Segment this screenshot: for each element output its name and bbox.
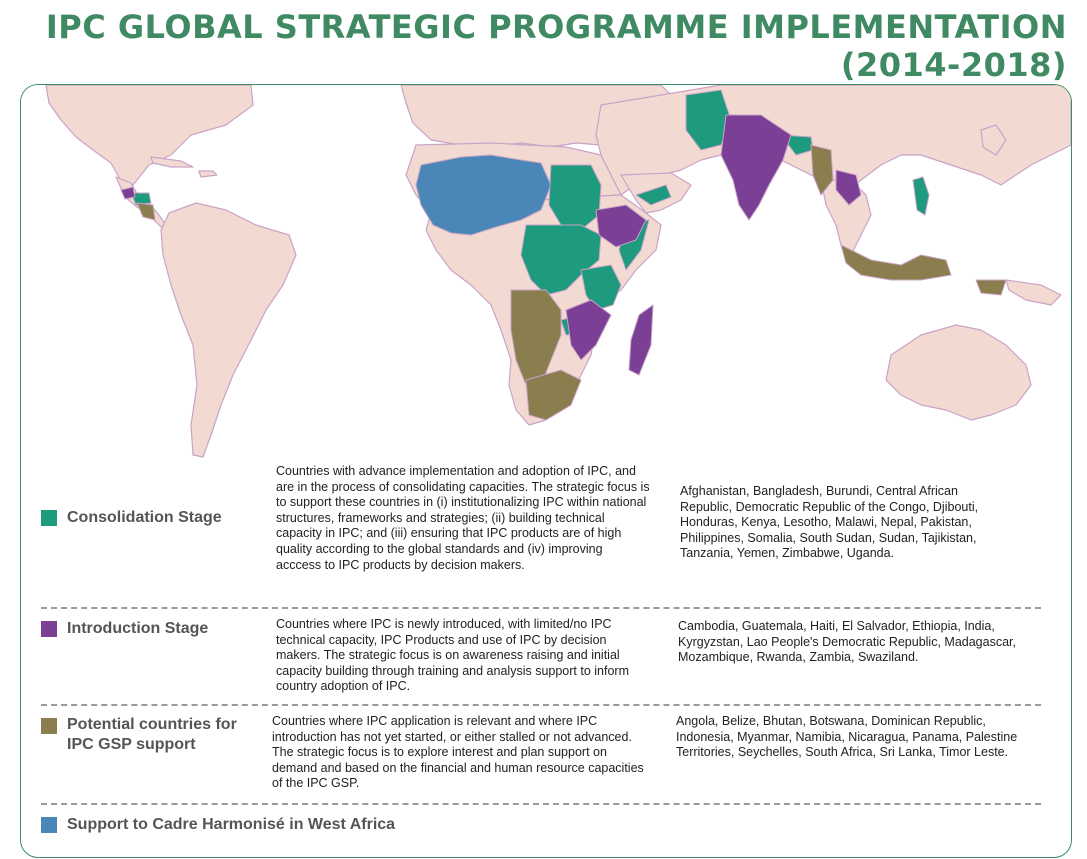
legend-divider-1 xyxy=(41,607,1041,609)
stage-countries-consolidation: Afghanistan, Bangladesh, Burundi, Central African Republic, Democratic Republic of the Congo, Djibouti, Honduras, Kenya, Lesotho, Malawi, Nepal, Pakistan, Philippines, Somalia, South Sudan, Sudan, Tajikistan, Tanzania, Yemen, Zimbabwe, Uganda. xyxy=(680,484,979,561)
stage-countries-introduction: Cambodia, Guatemala, Haiti, El Salvador, Ethiopia, India, Kyrgyzstan, Lao People's Democratic Republic, Madagascar, Mozambique, Rwanda, Zambia, Swaziland. xyxy=(678,619,1016,665)
map-frame xyxy=(20,84,1072,858)
region-timor xyxy=(976,280,1006,295)
stage-description-potential: Countries where IPC application is relevant and where IPC introduction has not yet started, or either stalled or not advanced. The strategic focus is to explore interest and plan support on demand and based on the financial and human resource capacities of the IPC GSP. xyxy=(272,714,644,791)
swatch-potential xyxy=(41,718,57,734)
legend-divider-2 xyxy=(41,704,1041,706)
stage-label-cadre: Support to Cadre Harmonisé in West Africa xyxy=(67,816,396,833)
legend-divider-3 xyxy=(41,803,1041,805)
stage-label-consolidation: Consolidation Stage xyxy=(67,509,222,526)
title-line-1: IPC GLOBAL STRATEGIC PROGRAMME IMPLEMENTATION xyxy=(45,8,1067,46)
stage-countries-potential: Angola, Belize, Bhutan, Botswana, Dominican Republic, Indonesia, Myanmar, Namibia, Nicaragua, Panama, Palestine Territories, Seychelles, South Africa, Sri Lanka, Timor Leste. xyxy=(676,714,1018,760)
swatch-introduction xyxy=(41,621,57,637)
stage-description-introduction: Countries where IPC is newly introduced, with limited/no IPC technical capacity, IPC Products and use of IPC by decision makers. The strategic focus is on awareness raising and initial capacity building through training and analysis support to inform country adoption of IPC. xyxy=(276,617,629,694)
swatch-cadre xyxy=(41,817,57,833)
swatch-consolidation xyxy=(41,510,57,526)
stage-label-potential: Potential countries for IPC GSP support xyxy=(67,716,237,753)
stage-description-consolidation: Countries with advance implementation and adoption of IPC, and are in the process of consolidating capacities. The strategic focus is to support these countries in (i) institutionalizing IPC within national structures, frameworks and strategies; (ii) building technical capacity in IPC; and (iii) ensuring that IPC products are of high quality according to the global standards and (iv) improving acccess to IPC products by decision makers. xyxy=(276,464,650,572)
stage-label-introduction: Introduction Stage xyxy=(67,620,209,637)
page-title xyxy=(46,8,1067,84)
title-line-2: (2014-2018) xyxy=(840,46,1067,84)
world-map xyxy=(21,85,1071,465)
